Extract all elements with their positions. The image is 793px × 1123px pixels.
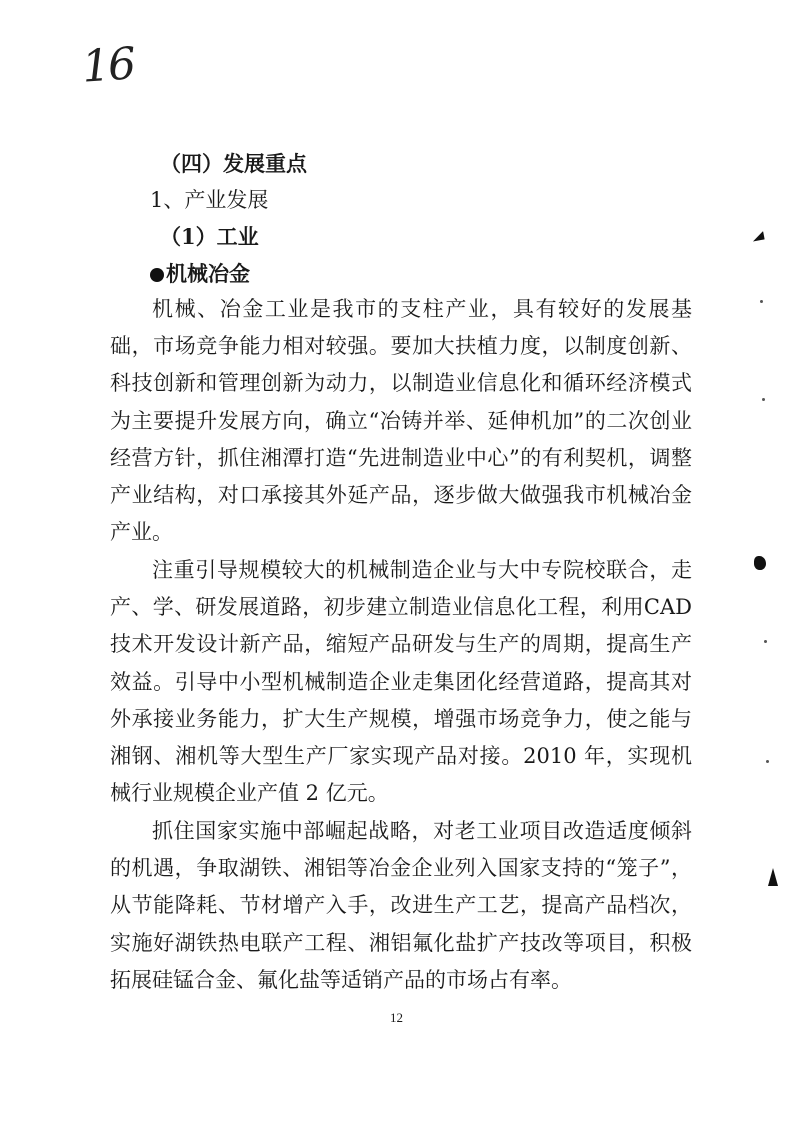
handwritten-page-annotation: 16 bbox=[80, 38, 136, 93]
paragraph: 机械、冶金工业是我市的支柱产业，具有较好的发展基础，市场竞争能力相对较强。要加大扶植力度，以制度创新、科技创新和管理创新为动力，以制造业信息化和循环经济模式为主要提升发展方向，确立“冶铸并举、延伸机加”的二次创业经营方针，抓住湘潭打造“先进制造业中心”的有利契机，调整产业结构，对口承接其外延产品，逐步做大做强我市机械冶金产业。 bbox=[110, 297, 692, 545]
scan-mark bbox=[751, 231, 767, 245]
bullet-icon bbox=[150, 268, 164, 282]
subsection-heading: 1、产业发展 bbox=[150, 188, 269, 212]
scan-speck bbox=[760, 300, 763, 303]
bullet-heading-text: 机械冶金 bbox=[166, 261, 250, 286]
scan-mark bbox=[768, 868, 778, 886]
section-heading: （四）发展重点 bbox=[160, 151, 307, 176]
scan-speck bbox=[764, 640, 767, 643]
paragraph: 抓住国家实施中部崛起战略，对老工业项目改造适度倾斜的机遇，争取湖铁、湘铝等冶金企业列入国家支持的“笼子”，从节能降耗、节材增产入手，改进生产工艺，提高产品档次，实施好湖铁热电联产工程、湘铝氟化盐扩产技改等项目，积极拓展硅锰合金、氟化盐等适销产品的市场占有率。 bbox=[110, 819, 692, 992]
paragraph: 注重引导规模较大的机械制造企业与大中专院校联合，走产、学、研发展道路，初步建立制造业信息化工程，利用CAD技术开发设计新产品，缩短产品研发与生产的周期，提高生产效益。引导中小型机械制造企业走集团化经营道路，提高其对外承接业务能力，扩大生产规模，增强市场竞争力，使之能与湘钢、湘机等大型生产厂家实现产品对接。2010 年，实现机械行业规模企业产值 2 亿元。 bbox=[110, 558, 692, 806]
bullet-heading bbox=[150, 258, 250, 288]
scan-speck bbox=[762, 398, 765, 401]
scan-mark bbox=[754, 556, 766, 570]
subsubsection-heading: （1）工业 bbox=[160, 224, 259, 249]
scan-speck bbox=[766, 760, 769, 763]
page-number: 12 bbox=[390, 1010, 403, 1025]
